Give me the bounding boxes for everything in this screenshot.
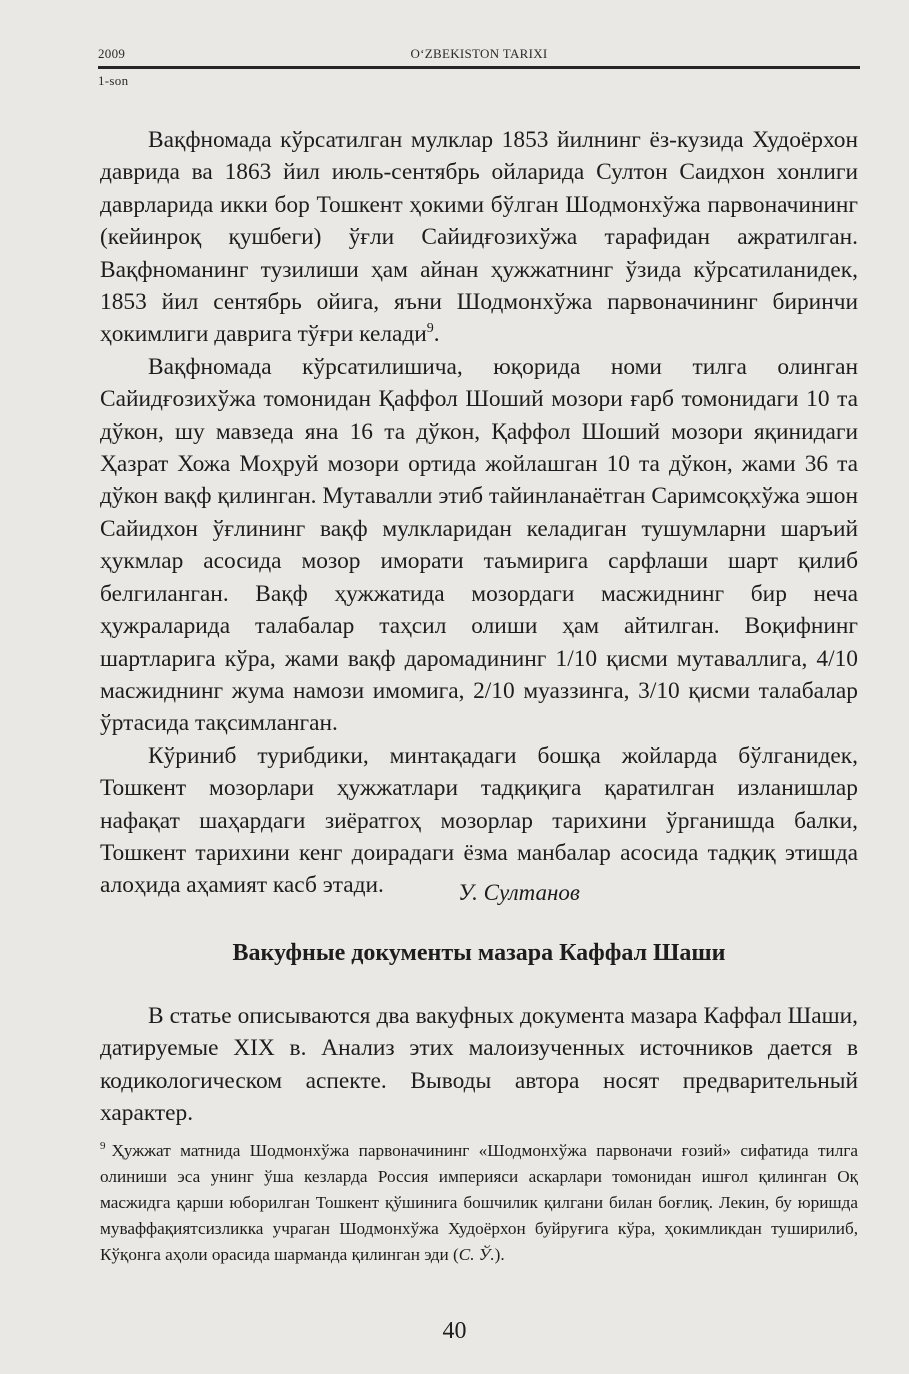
header-issue: 1-son xyxy=(98,73,129,88)
main-text xyxy=(100,124,858,902)
footnote-text: Ҳужжат матнида Шодмонхўжа парвоначининг «Шодмонхўжа парвоначи ғозий» сифатида тилга олиниши эса унинг ўша кезларда Россия империяси аскарлари томонидан ишғол қилинган Оқ масжидга қарши юборилган Тошкент қўшинига бошчилик қилгани билан боғлиқ. Лекин, бу юришда муваффақиятсизликка учраган Шодмонхўжа Худоёрхон буйруғига кўра, ҳокимликдан туширилиб, Кўқонга аҳоли орасида шарманда қилинган эди ( xyxy=(100,1141,858,1264)
abstract-text-block xyxy=(100,1000,858,1130)
paragraph-3: Кўриниб турибдики, минтақадаги бошқа жойларда бўлганидек, Тошкент мозорлари ҳужжатлари тадқиқига қаратилган изланишлар нафақат шаҳардаги зиёратгоҳ мозорлар тарихини ўрганишда балки, Тошкент тарихини кенг доирадаги ёзма манбалар асосида тадқиқ этишда алоҳида аҳамият касб этади. xyxy=(100,742,858,899)
footnote-end: ). xyxy=(494,1245,505,1264)
paragraph-1-end: . xyxy=(433,321,440,348)
running-header xyxy=(98,46,860,88)
footnote-paragraph xyxy=(100,1138,858,1268)
page-number: 40 xyxy=(442,1318,467,1344)
header-journal-title: O‘ZBEKISTON TARIXI xyxy=(410,46,548,61)
footnote-initials: С. Ў. xyxy=(458,1245,495,1264)
paragraph-1 xyxy=(100,124,858,351)
header-rule xyxy=(98,66,860,69)
header-year: 2009 xyxy=(98,46,126,61)
footnote-ref[interactable]: 9 xyxy=(426,321,434,337)
author-signature: У. Султанов xyxy=(458,880,580,905)
abstract-paragraph: В статье описываются два вакуфных документа мазара Каффал Шаши, датируемые XIX в. Анализ этих малоизученных источников дается в кодикологическом аспекте. Выводы автора носят предварительный характер. xyxy=(100,1003,858,1127)
footnote-mark: 9 xyxy=(100,1140,106,1153)
footnote-9 xyxy=(100,1138,858,1268)
abstract-title: Вакуфные документы мазара Каффал Шаши xyxy=(232,940,726,966)
paragraph-2: Вақфномада кўрсатилишича, юқорида номи тилга олинган Сайидғозихўжа томонидан Қаффол Шоший мозори ғарб томонидаги 10 та дўкон, шу мавзеда яна 16 та дўкон, Қаффол Шоший мозори яқинидаги Ҳазрат Хожа Моҳруй мозори ортида жойлашган 10 та дўкон, жами 36 та дўкон вақф қилинган. Мутавалли этиб тайинланаётган Саримсоқхўжа эшон Сайидхон ўғлининг вақф мулкларидан келадиган тушумларни шаръий ҳукмлар асосида мозор иморати таъмирига сарфлаши шарт қилиб белгиланган. Вақф ҳужжатида мозордаги масжиднинг бир неча ҳужраларида талабалар таҳсил олиши ҳам айтилган. Воқифнинг шартларига кўра, жами вақф даромадининг 1/10 қисми мутаваллига, 4/10 масжиднинг жума намози имомига, 2/10 муаззинга, 3/10 қисми талабалар ўртасида тақсимланган. xyxy=(100,353,858,737)
paragraph-1-text: Вақфномада кўрсатилган мулклар 1853 йилнинг ёз-кузида Худоёрхон даврида ва 1863 йил июль-сентябрь ойларида Султон Саидхон хонлиги даврларида икки бор Тошкент ҳокими бўлган Шодмонхўжа парвоначининг (кейинроқ қушбеги) ўғли Сайидғозихўжа тарафидан ажратилган. Вақфноманинг тузилиши ҳам айнан ҳужжатнинг ўзида кўрсатиланидек, 1853 йил сентябрь ойига, яъни Шодмонхўжа парвоначининг биринчи ҳокимлиги даврига тўғри келади xyxy=(100,127,858,348)
